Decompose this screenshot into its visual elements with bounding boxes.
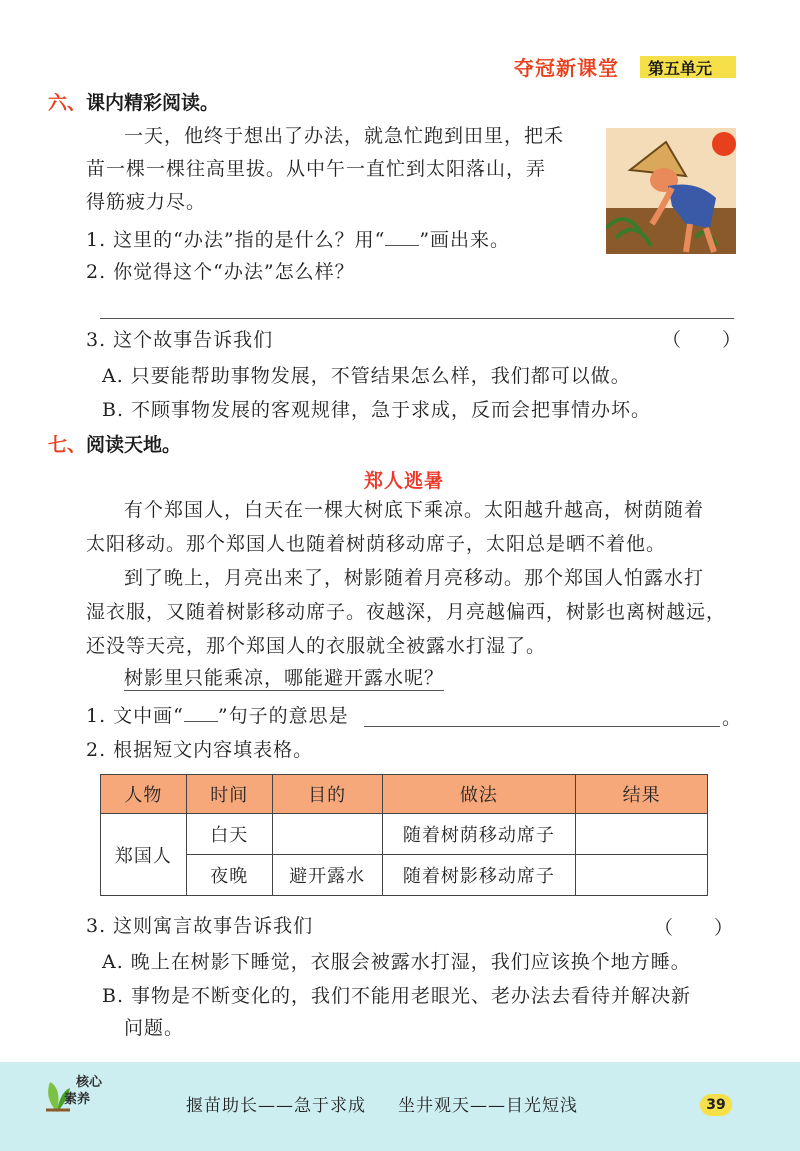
table-header: 做法 <box>382 775 576 814</box>
question-7-1-middle: ”句子的意思是 <box>217 705 349 727</box>
underline-mark-sample <box>385 227 419 246</box>
purpose-cell: 避开露水 <box>272 855 382 896</box>
section-7-heading <box>48 430 181 457</box>
result-cell[interactable] <box>576 814 708 855</box>
time-cell: 夜晚 <box>186 855 272 896</box>
section-7-title: 阅读天地。 <box>86 434 182 456</box>
table-header-row <box>101 775 708 814</box>
passage-line: 一天，他终于想出了办法，就急忙跑到田里，把禾 <box>124 125 565 147</box>
method-cell: 随着树影移动席子 <box>382 855 576 896</box>
answer-paren-6-3[interactable]: （ ） <box>662 329 743 351</box>
question-7-2: 2. 根据短文内容填表格。 <box>86 739 314 761</box>
core-badge <box>64 1074 102 1108</box>
core-badge-line: 核心 <box>76 1075 103 1090</box>
story-title: 郑人逃暑 <box>364 470 445 492</box>
option-6-a: A. 只要能帮助事物发展，不管结果怎么样，我们都可以做。 <box>102 365 631 387</box>
section-6-number: 六、 <box>48 92 87 114</box>
table-header: 人物 <box>101 775 187 814</box>
table-header: 目的 <box>272 775 382 814</box>
section-7-number: 七、 <box>48 434 87 456</box>
story-line: 太阳移动。那个郑国人也随着树荫移动席子，太阳总是晒不着他。 <box>86 533 667 555</box>
answer-line-7-1[interactable] <box>364 726 720 727</box>
farmer-illustration <box>606 128 736 254</box>
unit-label: 第五单元 <box>648 59 713 78</box>
table-header: 结果 <box>576 775 708 814</box>
story-line: 湿衣服，又随着树影移动席子。夜越深，月亮越偏西，树影也离树越远， <box>86 601 727 623</box>
table-header: 时间 <box>186 775 272 814</box>
question-6-1-suffix: ”画出来。 <box>419 229 511 251</box>
story-line: 有个郑国人，白天在一棵大树底下乘凉。太阳越升越高，树荫随着 <box>124 499 705 521</box>
question-7-1-prefix: 1. 文中画“ <box>86 705 184 727</box>
question-6-1-prefix: 1. 这里的“办法”指的是什么？用“ <box>86 229 386 251</box>
section-6-heading <box>48 88 219 115</box>
question-7-1-end: 。 <box>722 707 743 729</box>
passage-line: 得筋疲力尽。 <box>86 191 207 213</box>
question-6-1 <box>86 226 510 254</box>
info-table <box>100 774 708 896</box>
time-cell: 白天 <box>186 814 272 855</box>
footer-idiom-2: 坐井观天——目光短浅 <box>398 1096 578 1116</box>
page-number: 39 <box>700 1094 732 1116</box>
answer-paren-7-3[interactable]: （ ） <box>654 917 735 939</box>
option-7-a: A. 晚上在树影下睡觉，衣服会被露水打湿，我们应该换个地方睡。 <box>102 951 691 973</box>
section-6-title: 课内精彩阅读。 <box>86 92 220 114</box>
purpose-cell[interactable] <box>272 814 382 855</box>
result-cell[interactable] <box>576 855 708 896</box>
question-6-3: 3. 这个故事告诉我们 <box>86 329 274 351</box>
brand-logo: 夺冠新课堂 <box>514 56 619 80</box>
underline-mark-sample <box>184 703 218 722</box>
core-badge-line: 素养 <box>64 1092 91 1107</box>
table-row <box>101 855 708 896</box>
person-cell: 郑国人 <box>101 814 187 896</box>
option-7-b-line2: 问题。 <box>124 1017 185 1039</box>
answer-line-6-2[interactable] <box>100 318 734 319</box>
story-line: 到了晚上，月亮出来了，树影随着月亮移动。那个郑国人怕露水打 <box>124 567 705 589</box>
method-cell: 随着树荫移动席子 <box>382 814 576 855</box>
question-6-2: 2. 你觉得这个“办法”怎么样？ <box>86 261 355 283</box>
passage-line: 苗一棵一棵往高里拔。从中午一直忙到太阳落山，弄 <box>86 158 547 180</box>
option-6-b: B. 不顾事物发展的客观规律，急于求成，反而会把事情办坏。 <box>102 399 652 421</box>
story-underlined-sentence: 树影里只能乘凉，哪能避开露水呢？ <box>124 667 445 689</box>
footer-idiom-1: 揠苗助长——急于求成 <box>186 1096 366 1116</box>
table-row <box>101 814 708 855</box>
question-7-3: 3. 这则寓言故事告诉我们 <box>86 915 314 937</box>
option-7-b-line1: B. 事物是不断变化的，我们不能用老眼光、老办法去看待并解决新 <box>102 985 692 1007</box>
question-7-1 <box>86 702 349 730</box>
story-line: 还没等天亮，那个郑国人的衣服就全被露水打湿了。 <box>86 635 547 657</box>
